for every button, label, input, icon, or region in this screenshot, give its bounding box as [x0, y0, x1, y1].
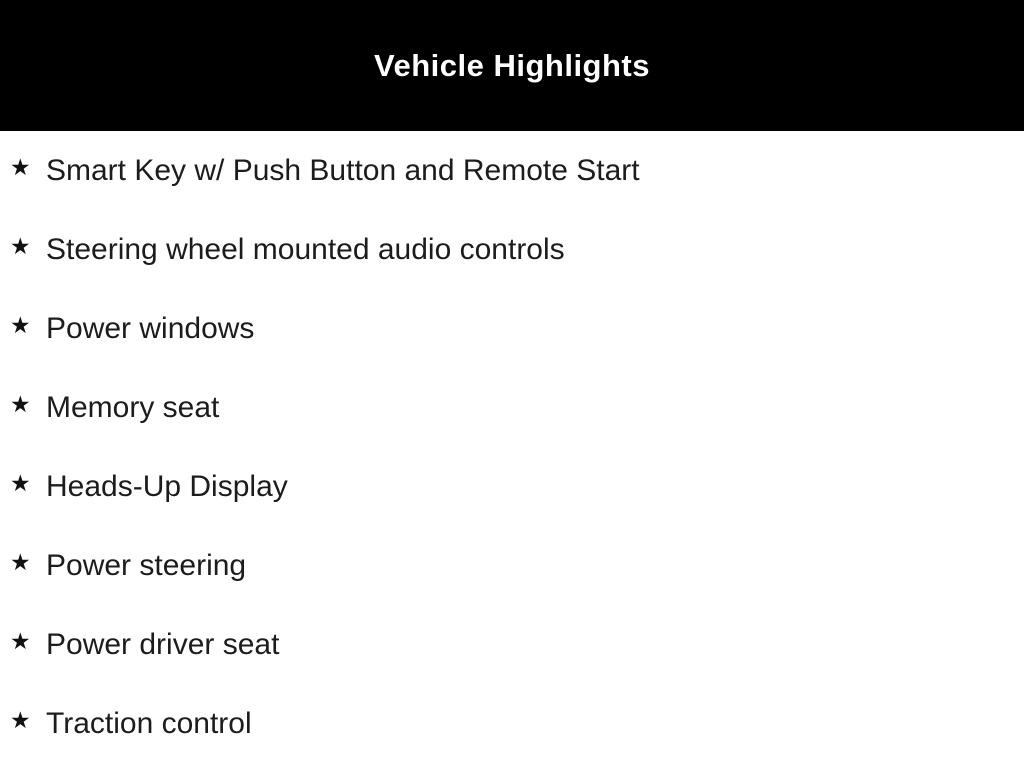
star-icon: ★	[10, 313, 31, 339]
highlight-item-label: Heads-Up Display	[46, 469, 288, 503]
star-icon: ★	[10, 550, 31, 576]
list-item	[0, 368, 1024, 447]
list-item	[0, 684, 1024, 763]
star-icon: ★	[10, 155, 31, 181]
star-icon: ★	[10, 471, 31, 497]
highlight-item-label: Power windows	[46, 311, 255, 345]
highlight-item-label: Steering wheel mounted audio controls	[46, 232, 565, 266]
highlight-item-label: Smart Key w/ Push Button and Remote Start	[46, 153, 640, 187]
list-item	[0, 526, 1024, 605]
list-item	[0, 131, 1024, 210]
highlight-item-label: Traction control	[46, 706, 252, 740]
list-item	[0, 210, 1024, 289]
star-icon: ★	[10, 234, 31, 260]
star-icon: ★	[10, 629, 31, 655]
header-banner	[0, 0, 1024, 131]
highlights-list	[0, 131, 1024, 763]
highlight-item-label: Memory seat	[46, 390, 220, 424]
highlight-item-label: Power driver seat	[46, 627, 280, 661]
star-icon: ★	[10, 392, 31, 418]
list-item	[0, 447, 1024, 526]
page-title: Vehicle Highlights	[374, 47, 650, 83]
highlight-item-label: Power steering	[46, 548, 247, 582]
star-icon: ★	[10, 708, 31, 734]
list-item	[0, 605, 1024, 684]
list-item	[0, 289, 1024, 368]
